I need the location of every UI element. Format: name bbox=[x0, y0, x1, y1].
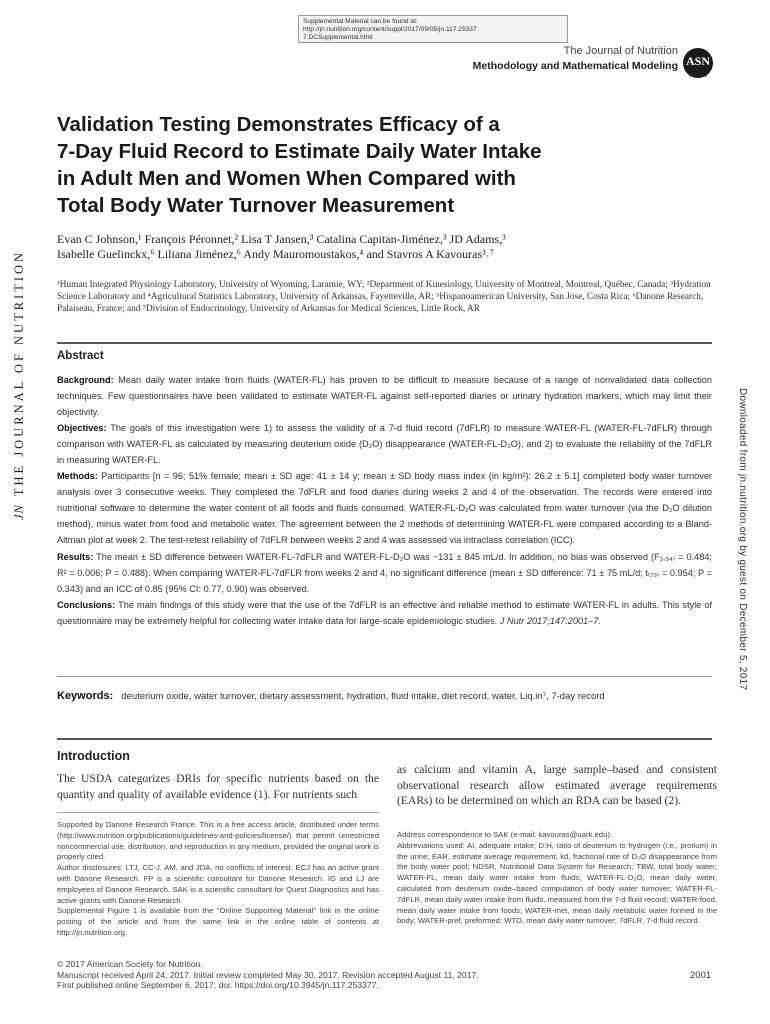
abstract-results bbox=[57, 549, 712, 597]
introduction-heading: Introduction bbox=[57, 749, 130, 763]
conclusions-text: The main findings of this study were that the use of the 7dFLR is an effective and reliable method to estimate WATER-FL in adults. This style of questionnaire may be extremely helpful for collecting water intake data for large-scale epidemiologic studies. bbox=[57, 599, 713, 626]
journal-name: The Journal of Nutrition bbox=[563, 45, 678, 57]
background-label: Background: bbox=[57, 375, 114, 385]
author-line: Evan C Johnson,¹ François Péronnet,² Lisa T Jansen,³ Catalina Capitan-Jiménez,³ JD Adams,³ bbox=[57, 232, 506, 246]
conclusions-label: Conclusions: bbox=[57, 599, 116, 610]
methods-label: Methods: bbox=[57, 471, 98, 482]
title-line: 7-Day Fluid Record to Estimate Daily Water Intake bbox=[57, 140, 542, 163]
abstract-background bbox=[57, 372, 712, 420]
keywords-label: Keywords: bbox=[57, 690, 114, 702]
journal-sidebar-label bbox=[12, 250, 27, 520]
results-label: Results: bbox=[57, 551, 94, 562]
abstract-body bbox=[57, 372, 712, 629]
supplemental-link[interactable]: http://jn.nutrition.org/content/suppl/2017/09/05/jn.117.25337 bbox=[303, 26, 477, 33]
footnotes-left bbox=[57, 820, 379, 939]
doi-line[interactable]: First published online September 6, 2017; doi: https://doi.org/10.3945/jn.117.253377. bbox=[57, 980, 379, 990]
author-line: Isabelle Guelinckx,⁶ Liliana Jiménez,⁶ Andy Mauromoustakos,⁴ and Stavros A Kavouras³˒⁷ bbox=[57, 247, 494, 261]
supplemental-line-1: Supplemental Material can be found at: bbox=[303, 18, 418, 25]
methods-text: Participants [n = 96; 51% female; mean ± SD age: 41 ± 14 y; mean ± SD body mass index (in kg/m²): 26.2 ± 5.1] completed body water turnover analysis over 3 consecutive weeks. They completed the 7dFLR and food diaries during weeks 2 and 4 of the observation. The records were entered into nutritional software to determine the water content of all foods and fluids consumed. WATER-FL-D₂O was calculated from water turnover (via the D₂O dilution method), minus water from food and metabolic water. The agreement between the 2 methods of determining WATER-FL were compared according to a Bland-Altman plot at week 2. The test-retest reliability of 7dFLR between weeks 2 and 4 was assessed via intraclass correlation (ICC). bbox=[57, 471, 712, 546]
intro-divider bbox=[57, 738, 712, 740]
supplemental-link-cont[interactable]: 7.DCSupplemental.html bbox=[303, 34, 373, 41]
funding-note: Supported by Danone Research France. This is a free access article, distributed under terms (http://www.nutrition.org/publications/guidelines-and-policies/license/) that permit unrestricted noncommercial use, distribution, and reproduction in any medium, provided the original work is properly cited. bbox=[57, 820, 379, 862]
keywords-text: deuterium oxide, water turnover, dietary assessment, hydration, fluid intake, diet record, water, Liq.in⁷, 7-day record bbox=[121, 691, 605, 702]
asn-logo-est: EST. 1928 bbox=[688, 73, 708, 78]
manuscript-dates: Manuscript received April 24, 2017. Initial review completed May 30, 2017. Revision accepted August 11, 2017. bbox=[57, 969, 479, 980]
supplemental-material-box[interactable] bbox=[298, 15, 568, 43]
abstract-conclusions bbox=[57, 597, 712, 629]
jn-mark: JN bbox=[12, 504, 26, 520]
abbreviations-note: Abbreviations used: AI, adequate intake; D:H, ratio of deuterium to hydrogen (i.e., protium) in the urine; EAR, estimate average requirement; kd, fractional rate of D₂O disappearance from the body water pool; NDSR, Nutritional Data System for Research; TBW, total body water; WATER-FL, mean daily water intake from fluids; WATER-FL-D₂O, mean daily water, calculated from deuterium oxide–based computation of body water turnover; WATER-FL-7dFLR, mean daily water intake from fluids, measured from the 7-d fluid record; WATER-food, mean daily water intake from foods; WATER-met, mean daily metabolic water formed in the body; WATER-pref, preformed; WTO, mean daily water turnover; 7dFLR, 7-d fluid record. bbox=[397, 840, 717, 926]
abstract-citation: J Nutr 2017;147:2001–7. bbox=[499, 615, 601, 626]
keywords bbox=[57, 688, 712, 705]
supplemental-note: Supplemental Figure 1 is available from the "Online Supporting Material" link in the online posting of the article and from the same link in the online table of contents at http://jn.nutrition.org. bbox=[57, 906, 379, 937]
page-number: 2001 bbox=[690, 970, 712, 981]
abstract-top-divider bbox=[57, 342, 712, 344]
disclosure-note: Author disclosures: LTJ, CC-J, AM, and JDA, no conflicts of interest. ECJ has an active grant with Danone Research. FP is a scientific consultant for Danone Research. IG and LJ are employees of Danone Research. SAK is a scientific consultant for Quest Diagnostics and has active grants with Danone Research. bbox=[57, 863, 379, 905]
abstract-methods bbox=[57, 468, 712, 548]
article-footer bbox=[57, 959, 712, 991]
author-list bbox=[57, 232, 597, 262]
affiliations: ¹Human Integrated Physiology Laboratory, University of Wyoming, Laramie, WY; ²Department of Kinesiology, University of Montreal, Montreal, Québec, Canada; ³Hydration Science Laboratory and ⁴Agricultural Statistics Laboratory, University of Arkansas, Fayetteville, AR; ⁵Hispanoamerican University, San Jose, Costa Rica; ⁶Danone Research, Palaiseau, France; and ⁷Division of Endocrinology, University of Arkansas for Medical Sciences, Little Rock, AR bbox=[57, 280, 711, 314]
title-line: Total Body Water Turnover Measurement bbox=[57, 194, 455, 217]
footnote-divider bbox=[57, 812, 379, 813]
abstract-bottom-divider bbox=[57, 676, 712, 677]
abstract-heading: Abstract bbox=[57, 350, 104, 362]
title-line: in Adult Men and Women When Compared with bbox=[57, 167, 516, 190]
intro-column-right: as calcium and vitamin A, large sample–based and consistent observational research allow estimated average requirements (EARs) to be determined on which an RDA can be based (2). bbox=[397, 763, 717, 807]
copyright: © 2017 American Society for Nutrition. bbox=[57, 959, 203, 969]
objectives-text: The goals of this investigation were 1) to assess the validity of a 7-d fluid record (7dFLR) to measure WATER-FL (WATER-FL-7dFLR) through comparison with WATER-FL as calculated by measuring deuterium oxide (D₂O) disappearance (WATER-FL-D₂O), and 2) to evaluate the reliability of the 7dFLR in measuring WATER-FL. bbox=[57, 423, 712, 466]
background-text: Mean daily water intake from fluids (WATER-FL) has proven to be difficult to measure because of a range of nonvalidated data collection techniques. Few questionnaires have been validated to estimate WATER-FL against self-reported diaries or urinary hydration markers, which may limit their objectivity. bbox=[57, 375, 712, 418]
sidebar-journal-text: THE JOURNAL OF NUTRITION bbox=[12, 249, 26, 497]
article-title bbox=[57, 111, 657, 219]
section-name: Methodology and Mathematical Modeling bbox=[472, 60, 678, 72]
results-text: The mean ± SD difference between WATER-FL-7dFLR and WATER-FL-D₂O was −131 ± 845 mL/d. In addition, no bias was observed (F₁,₉₄₎ = 0.484; R² = 0.006; P = 0.488). When comparing WATER-FL-7dFLR from weeks 2 and 4, no significant difference (mean ± SD difference: 71 ± 75 mL/d; t₍₇₉₎ = 0.954; P = 0.343) and an ICC of 0.85 (95% CI: 0.77, 0.90) was observed. bbox=[57, 551, 712, 594]
asn-logo-icon: ASN bbox=[683, 48, 713, 78]
title-line: Validation Testing Demonstrates Efficacy of a bbox=[57, 113, 500, 136]
correspondence-note: Address correspondence to SAK (e-mail: kavouras@uark.edu). bbox=[397, 830, 613, 839]
download-notice: Downloaded from jn.nutrition.org by guest on December 5, 2017 bbox=[737, 388, 748, 691]
intro-column-left: The USDA categorizes DRIs for specific nutrients based on the quantity and quality of available evidence (1). For nutrients such bbox=[57, 772, 379, 801]
objectives-label: Objectives: bbox=[57, 423, 107, 434]
footnotes-right bbox=[397, 830, 717, 927]
abstract-objectives bbox=[57, 420, 712, 468]
